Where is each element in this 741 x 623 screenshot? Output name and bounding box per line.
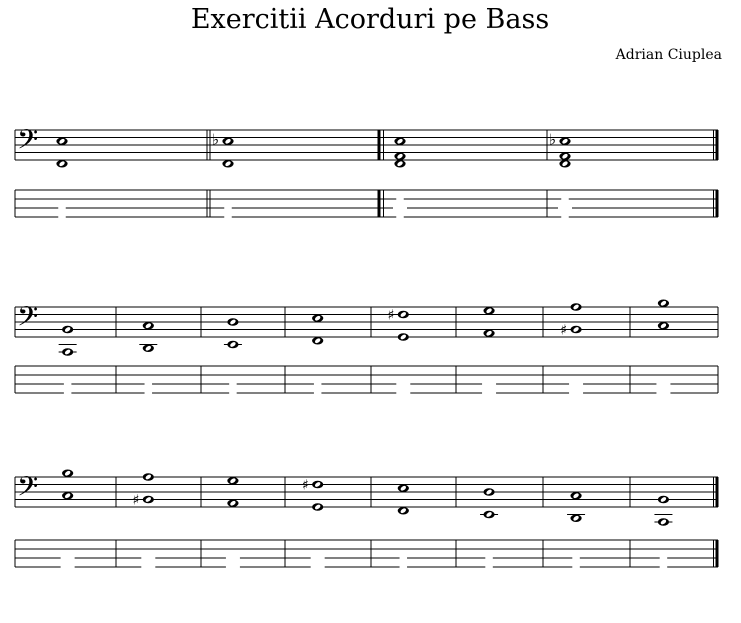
whole-note xyxy=(312,337,323,344)
flat-icon: ♭ xyxy=(548,130,556,149)
whole-note xyxy=(62,326,73,333)
whole-note xyxy=(143,345,154,352)
whole-note xyxy=(398,333,409,340)
whole-note xyxy=(394,160,405,167)
whole-note xyxy=(62,492,73,499)
fret-mask xyxy=(224,212,232,222)
composer-name: Adrian Ciuplea xyxy=(615,47,722,63)
music-system xyxy=(15,300,718,398)
whole-note xyxy=(56,160,67,167)
fret-mask xyxy=(229,388,237,398)
bass-clef-icon: 𝄢 xyxy=(17,470,39,509)
fret-mask xyxy=(396,379,410,389)
fret-mask xyxy=(558,203,572,213)
fret-mask xyxy=(58,212,66,222)
fret-mask xyxy=(229,379,237,389)
whole-note xyxy=(222,138,233,145)
whole-note xyxy=(559,160,570,167)
score-title: Exercitii Acorduri pe Bass xyxy=(190,4,550,35)
fret-mask xyxy=(400,553,408,563)
whole-note xyxy=(658,518,669,525)
fret-mask xyxy=(311,562,325,572)
whole-note xyxy=(143,322,154,329)
sharp-icon: ♯ xyxy=(301,477,309,494)
fret-mask xyxy=(561,194,569,204)
whole-note xyxy=(227,318,238,325)
whole-note xyxy=(483,330,494,337)
whole-note xyxy=(559,138,570,145)
fret-mask xyxy=(485,562,493,572)
whole-note xyxy=(394,138,405,145)
whole-note xyxy=(570,492,581,499)
fret-mask xyxy=(226,553,240,563)
fret-mask xyxy=(660,562,668,572)
sharp-icon: ♯ xyxy=(387,307,395,324)
whole-note xyxy=(394,153,405,160)
whole-note xyxy=(227,500,238,507)
whole-note xyxy=(312,503,323,510)
whole-note xyxy=(227,341,238,348)
fret-mask xyxy=(656,388,670,398)
fret-mask xyxy=(569,379,583,389)
fret-mask xyxy=(314,379,322,389)
fret-mask xyxy=(58,203,66,213)
whole-note xyxy=(143,473,154,480)
fret-mask xyxy=(396,194,404,204)
whole-note xyxy=(483,307,494,314)
whole-note xyxy=(227,477,238,484)
whole-note xyxy=(483,511,494,518)
fret-mask xyxy=(226,562,240,572)
fret-mask xyxy=(64,379,72,389)
whole-note xyxy=(570,326,581,333)
whole-note xyxy=(143,496,154,503)
fret-mask xyxy=(311,553,325,563)
whole-note xyxy=(398,507,409,514)
fret-mask xyxy=(561,212,569,222)
bass-clef-icon: 𝄢 xyxy=(17,123,39,162)
whole-note xyxy=(312,481,323,488)
bass-clef-icon: 𝄢 xyxy=(17,300,39,339)
whole-note xyxy=(559,153,570,160)
score-systems xyxy=(15,123,718,572)
measure xyxy=(133,473,201,572)
fret-mask xyxy=(572,562,580,572)
music-system xyxy=(15,470,718,572)
fret-mask xyxy=(61,562,75,572)
fret-mask xyxy=(141,553,155,563)
whole-note xyxy=(398,311,409,318)
fret-mask xyxy=(393,203,407,213)
fret-mask xyxy=(569,388,583,398)
fret-mask xyxy=(400,562,408,572)
sharp-icon: ♯ xyxy=(560,322,568,339)
whole-note xyxy=(570,515,581,522)
whole-note xyxy=(658,322,669,329)
whole-note xyxy=(312,315,323,322)
whole-note xyxy=(658,300,669,307)
fret-mask xyxy=(64,388,72,398)
whole-note xyxy=(398,485,409,492)
fret-mask xyxy=(656,379,670,389)
whole-note xyxy=(658,496,669,503)
whole-note xyxy=(56,138,67,145)
fret-mask xyxy=(145,379,153,389)
fret-mask xyxy=(482,379,496,389)
fret-mask xyxy=(145,388,153,398)
music-system xyxy=(15,123,718,222)
fret-mask xyxy=(224,203,232,213)
whole-note xyxy=(62,470,73,477)
fret-mask xyxy=(572,553,580,563)
fret-mask xyxy=(660,553,668,563)
flat-icon: ♭ xyxy=(211,130,219,149)
whole-note xyxy=(570,303,581,310)
whole-note xyxy=(483,488,494,495)
fret-mask xyxy=(314,388,322,398)
sharp-icon: ♯ xyxy=(132,492,140,509)
fret-mask xyxy=(482,388,496,398)
whole-note xyxy=(62,348,73,355)
whole-note xyxy=(222,160,233,167)
fret-mask xyxy=(141,562,155,572)
fret-mask xyxy=(485,553,493,563)
fret-mask xyxy=(61,553,75,563)
fret-mask xyxy=(396,388,410,398)
fret-mask xyxy=(396,212,404,222)
